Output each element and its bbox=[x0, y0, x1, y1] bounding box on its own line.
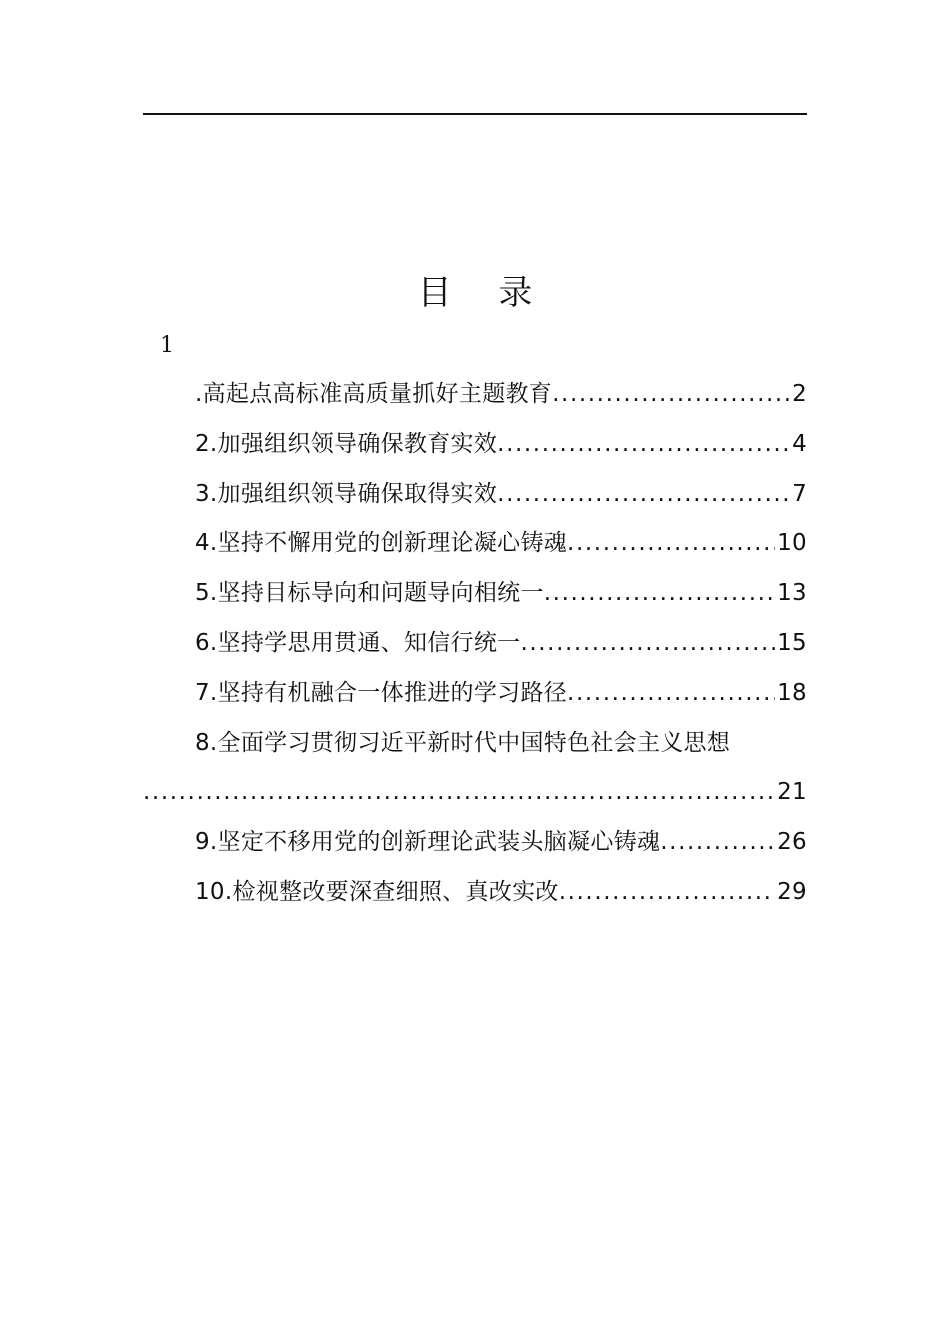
toc-entry-label: 4.坚持不懈用党的创新理论凝心铸魂 bbox=[195, 530, 568, 557]
toc-entry-label: 9.坚定不移用党的创新理论武装头脑凝心铸魂 bbox=[195, 829, 661, 856]
toc-entry-label: 6.坚持学思用贯通、知信行统一 bbox=[195, 629, 521, 656]
toc-dot-leader bbox=[143, 768, 775, 818]
toc-entry-1[interactable] bbox=[143, 370, 807, 420]
toc-entry-label: 7.坚持有机融合一体推进的学习路径 bbox=[195, 679, 568, 706]
toc-entry-continuation bbox=[143, 768, 807, 818]
toc-entry-label: .高起点高标准高质量抓好主题教育 bbox=[195, 381, 553, 407]
toc-dot-leader bbox=[660, 818, 775, 868]
toc-dot-leader bbox=[497, 470, 790, 520]
toc-entry-7[interactable] bbox=[143, 669, 807, 719]
toc-title: 目 录 bbox=[417, 273, 551, 313]
toc-entry-8[interactable] bbox=[143, 719, 807, 819]
toc-entry-label: 10.检视整改要深查细照、真改实改 bbox=[195, 878, 559, 905]
toc-entry-page: 18 bbox=[777, 679, 807, 706]
toc-entry-9[interactable] bbox=[143, 818, 807, 868]
toc-dot-leader bbox=[559, 868, 775, 918]
toc-entry-6[interactable] bbox=[143, 619, 807, 669]
toc-dot-leader bbox=[497, 420, 790, 470]
toc-entry-page: 15 bbox=[777, 629, 807, 656]
toc-entry-label: 2.加强组织领导确保教育实效 bbox=[195, 430, 498, 457]
toc-entry-page: 21 bbox=[777, 779, 807, 806]
toc-entry-page: 2 bbox=[792, 381, 807, 407]
stray-page-number: 1 bbox=[160, 333, 174, 358]
toc-dot-leader bbox=[567, 519, 775, 569]
toc-entry-page: 13 bbox=[777, 580, 807, 607]
toc-entry-2[interactable] bbox=[143, 420, 807, 470]
toc-entry-5[interactable] bbox=[143, 569, 807, 619]
toc-entry-4[interactable] bbox=[143, 519, 807, 569]
toc-entry-3[interactable] bbox=[143, 470, 807, 520]
toc-entry-page: 26 bbox=[777, 829, 807, 856]
toc-dot-leader bbox=[520, 619, 775, 669]
toc-entry-page: 10 bbox=[777, 530, 807, 557]
toc-entry-10[interactable] bbox=[143, 868, 807, 918]
toc-entry-label: 8.全面学习贯彻习近平新时代中国特色社会主义思想 bbox=[195, 729, 731, 756]
toc-entry-label: 5.坚持目标导向和问题导向相统一 bbox=[195, 580, 544, 607]
table-of-contents bbox=[143, 370, 807, 918]
toc-entry-page: 4 bbox=[792, 430, 807, 457]
toc-entry-label: 3.加强组织领导确保取得实效 bbox=[195, 480, 498, 507]
header-rule bbox=[143, 113, 807, 115]
toc-entry-page: 29 bbox=[777, 878, 807, 905]
toc-dot-leader bbox=[567, 669, 775, 719]
toc-dot-leader bbox=[552, 370, 790, 420]
toc-dot-leader bbox=[544, 569, 775, 619]
toc-entry-page: 7 bbox=[792, 480, 807, 507]
